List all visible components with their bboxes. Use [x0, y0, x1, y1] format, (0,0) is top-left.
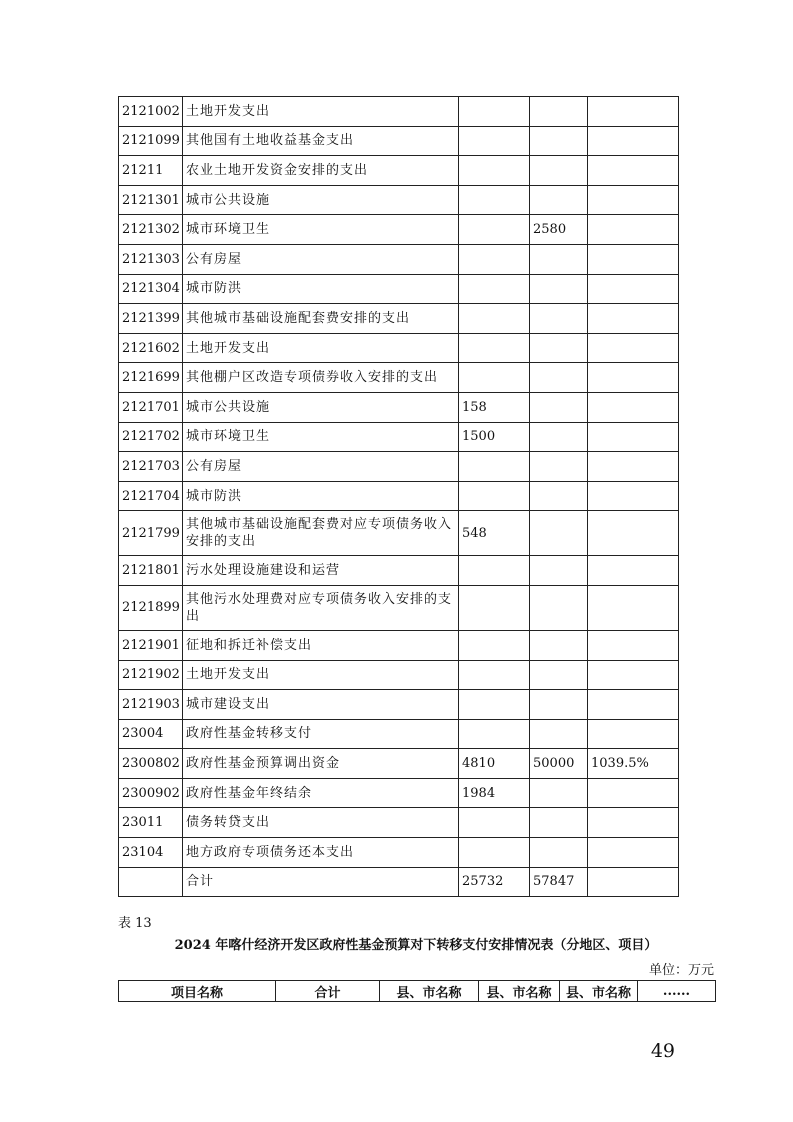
row-value-2 [530, 838, 588, 868]
table-row [119, 304, 679, 334]
header-total: 合计 [276, 981, 380, 1002]
row-value-3 [588, 304, 679, 334]
row-value-1 [459, 274, 530, 304]
row-name: 其他棚户区改造专项债券收入安排的支出 [183, 363, 459, 393]
row-value-1: 25732 [459, 867, 530, 897]
row-value-3 [588, 274, 679, 304]
row-value-3 [588, 556, 679, 586]
row-name: 征地和拆迁补偿支出 [183, 630, 459, 660]
table-row [119, 363, 679, 393]
row-value-3 [588, 867, 679, 897]
row-value-2 [530, 719, 588, 749]
row-value-3 [588, 126, 679, 156]
table-row [119, 452, 679, 482]
row-value-2: 50000 [530, 749, 588, 779]
table-row [119, 749, 679, 779]
header-county-1: 县、市名称 [380, 981, 479, 1002]
row-value-3 [588, 838, 679, 868]
row-value-3 [588, 511, 679, 556]
row-value-1 [459, 452, 530, 482]
row-value-2 [530, 244, 588, 274]
row-value-2 [530, 511, 588, 556]
row-name: 土地开发支出 [183, 660, 459, 690]
row-code: 2121099 [119, 126, 183, 156]
row-name: 城市公共设施 [183, 185, 459, 215]
table-title: 2024 年喀什经济开发区政府性基金预算对下转移支付安排情况表（分地区、项目） [174, 938, 658, 953]
row-value-2 [530, 452, 588, 482]
row-name: 其他城市基础设施配套费对应专项债务收入安排的支出 [183, 511, 459, 556]
row-value-2 [530, 156, 588, 186]
row-value-1 [459, 185, 530, 215]
row-name: 其他城市基础设施配套费安排的支出 [183, 304, 459, 334]
row-value-1 [459, 215, 530, 245]
row-code: 2300802 [119, 749, 183, 779]
row-name: 公有房屋 [183, 452, 459, 482]
row-name: 政府性基金预算调出资金 [183, 749, 459, 779]
row-code: 2121902 [119, 660, 183, 690]
row-name: 债务转贷支出 [183, 808, 459, 838]
row-value-2 [530, 422, 588, 452]
header-county-3: 县、市名称 [560, 981, 638, 1002]
row-value-3 [588, 660, 679, 690]
row-name: 其他污水处理费对应专项债务收入安排的支出 [183, 585, 459, 630]
row-value-1 [459, 838, 530, 868]
table-row [119, 630, 679, 660]
row-name: 城市防洪 [183, 274, 459, 304]
table-row [119, 392, 679, 422]
row-code: 2121301 [119, 185, 183, 215]
row-value-1: 1500 [459, 422, 530, 452]
row-code: 2121903 [119, 690, 183, 720]
row-name: 其他国有土地收益基金支出 [183, 126, 459, 156]
expenditure-table [118, 96, 679, 897]
row-value-2 [530, 630, 588, 660]
row-value-3 [588, 481, 679, 511]
table-row [119, 660, 679, 690]
row-code: 23104 [119, 838, 183, 868]
row-code: 2121399 [119, 304, 183, 334]
row-name: 城市防洪 [183, 481, 459, 511]
table-row [119, 126, 679, 156]
row-code: 2121699 [119, 363, 183, 393]
row-code: 23011 [119, 808, 183, 838]
row-code: 2121703 [119, 452, 183, 482]
row-value-1 [459, 719, 530, 749]
row-name: 城市环境卫生 [183, 215, 459, 245]
header-ellipsis: ...... [638, 981, 716, 1002]
row-value-2 [530, 333, 588, 363]
row-value-2 [530, 556, 588, 586]
table-row [119, 556, 679, 586]
row-value-1 [459, 690, 530, 720]
row-value-3 [588, 244, 679, 274]
row-value-1 [459, 244, 530, 274]
row-name: 合计 [183, 867, 459, 897]
table-row [119, 808, 679, 838]
transfer-payment-table [118, 980, 716, 1002]
header-county-2: 县、市名称 [479, 981, 560, 1002]
row-code: 2121701 [119, 392, 183, 422]
row-value-1 [459, 585, 530, 630]
row-name: 污水处理设施建设和运营 [183, 556, 459, 586]
row-code: 2121002 [119, 97, 183, 127]
row-code: 2121303 [119, 244, 183, 274]
row-value-1 [459, 630, 530, 660]
table-row [119, 719, 679, 749]
row-code: 2121702 [119, 422, 183, 452]
row-value-1: 1984 [459, 778, 530, 808]
row-value-3 [588, 452, 679, 482]
row-value-2 [530, 97, 588, 127]
row-name: 城市环境卫生 [183, 422, 459, 452]
row-value-3 [588, 808, 679, 838]
row-value-3 [588, 630, 679, 660]
row-value-2 [530, 585, 588, 630]
row-code: 21211 [119, 156, 183, 186]
table-row [119, 333, 679, 363]
header-row [119, 981, 716, 1002]
row-value-3 [588, 392, 679, 422]
row-value-2 [530, 274, 588, 304]
row-code: 2121704 [119, 481, 183, 511]
row-value-1: 158 [459, 392, 530, 422]
row-name: 城市公共设施 [183, 392, 459, 422]
table-row [119, 511, 679, 556]
row-value-1 [459, 97, 530, 127]
header-item-name: 项目名称 [119, 981, 276, 1002]
row-name: 土地开发支出 [183, 333, 459, 363]
row-name: 公有房屋 [183, 244, 459, 274]
page-number: 49 [650, 1040, 675, 1062]
table-row [119, 778, 679, 808]
row-value-3 [588, 778, 679, 808]
table-row [119, 244, 679, 274]
table-row [119, 422, 679, 452]
row-value-3 [588, 185, 679, 215]
row-value-1 [459, 660, 530, 690]
row-value-2 [530, 778, 588, 808]
row-code: 2121899 [119, 585, 183, 630]
row-value-1 [459, 126, 530, 156]
table-caption: 表 13 [118, 916, 152, 931]
row-value-1 [459, 481, 530, 511]
row-value-1 [459, 333, 530, 363]
table-row [119, 156, 679, 186]
expenditure-table-body [119, 97, 679, 897]
table-row [119, 690, 679, 720]
row-code [119, 867, 183, 897]
row-value-2: 2580 [530, 215, 588, 245]
row-value-3 [588, 156, 679, 186]
row-value-3 [588, 422, 679, 452]
row-code: 2121304 [119, 274, 183, 304]
row-value-3 [588, 690, 679, 720]
row-value-1 [459, 363, 530, 393]
row-value-1 [459, 304, 530, 334]
row-value-3 [588, 333, 679, 363]
row-value-3 [588, 215, 679, 245]
table-row [119, 585, 679, 630]
row-value-2 [530, 392, 588, 422]
row-value-1 [459, 808, 530, 838]
row-code: 2121302 [119, 215, 183, 245]
table-row [119, 274, 679, 304]
row-code: 2121801 [119, 556, 183, 586]
row-value-2 [530, 690, 588, 720]
table-row [119, 838, 679, 868]
row-value-3 [588, 719, 679, 749]
row-value-2 [530, 481, 588, 511]
row-value-3 [588, 363, 679, 393]
table-row [119, 215, 679, 245]
table-row [119, 97, 679, 127]
row-name: 政府性基金转移支付 [183, 719, 459, 749]
row-value-2 [530, 660, 588, 690]
row-value-2 [530, 126, 588, 156]
table-row [119, 481, 679, 511]
row-value-2 [530, 808, 588, 838]
row-code: 2121901 [119, 630, 183, 660]
unit-label: 单位：万元 [648, 963, 714, 978]
row-name: 农业土地开发资金安排的支出 [183, 156, 459, 186]
row-value-1: 548 [459, 511, 530, 556]
row-name: 地方政府专项债务还本支出 [183, 838, 459, 868]
row-value-1 [459, 156, 530, 186]
table-row [119, 185, 679, 215]
row-name: 政府性基金年终结余 [183, 778, 459, 808]
row-value-3 [588, 97, 679, 127]
row-name: 土地开发支出 [183, 97, 459, 127]
row-value-3 [588, 585, 679, 630]
table-row [119, 867, 679, 897]
row-value-2: 57847 [530, 867, 588, 897]
row-value-2 [530, 185, 588, 215]
row-code: 2121602 [119, 333, 183, 363]
row-value-1: 4810 [459, 749, 530, 779]
row-code: 23004 [119, 719, 183, 749]
row-value-1 [459, 556, 530, 586]
row-code: 2300902 [119, 778, 183, 808]
row-code: 2121799 [119, 511, 183, 556]
row-value-3: 1039.5% [588, 749, 679, 779]
row-value-2 [530, 363, 588, 393]
row-value-2 [530, 304, 588, 334]
row-name: 城市建设支出 [183, 690, 459, 720]
